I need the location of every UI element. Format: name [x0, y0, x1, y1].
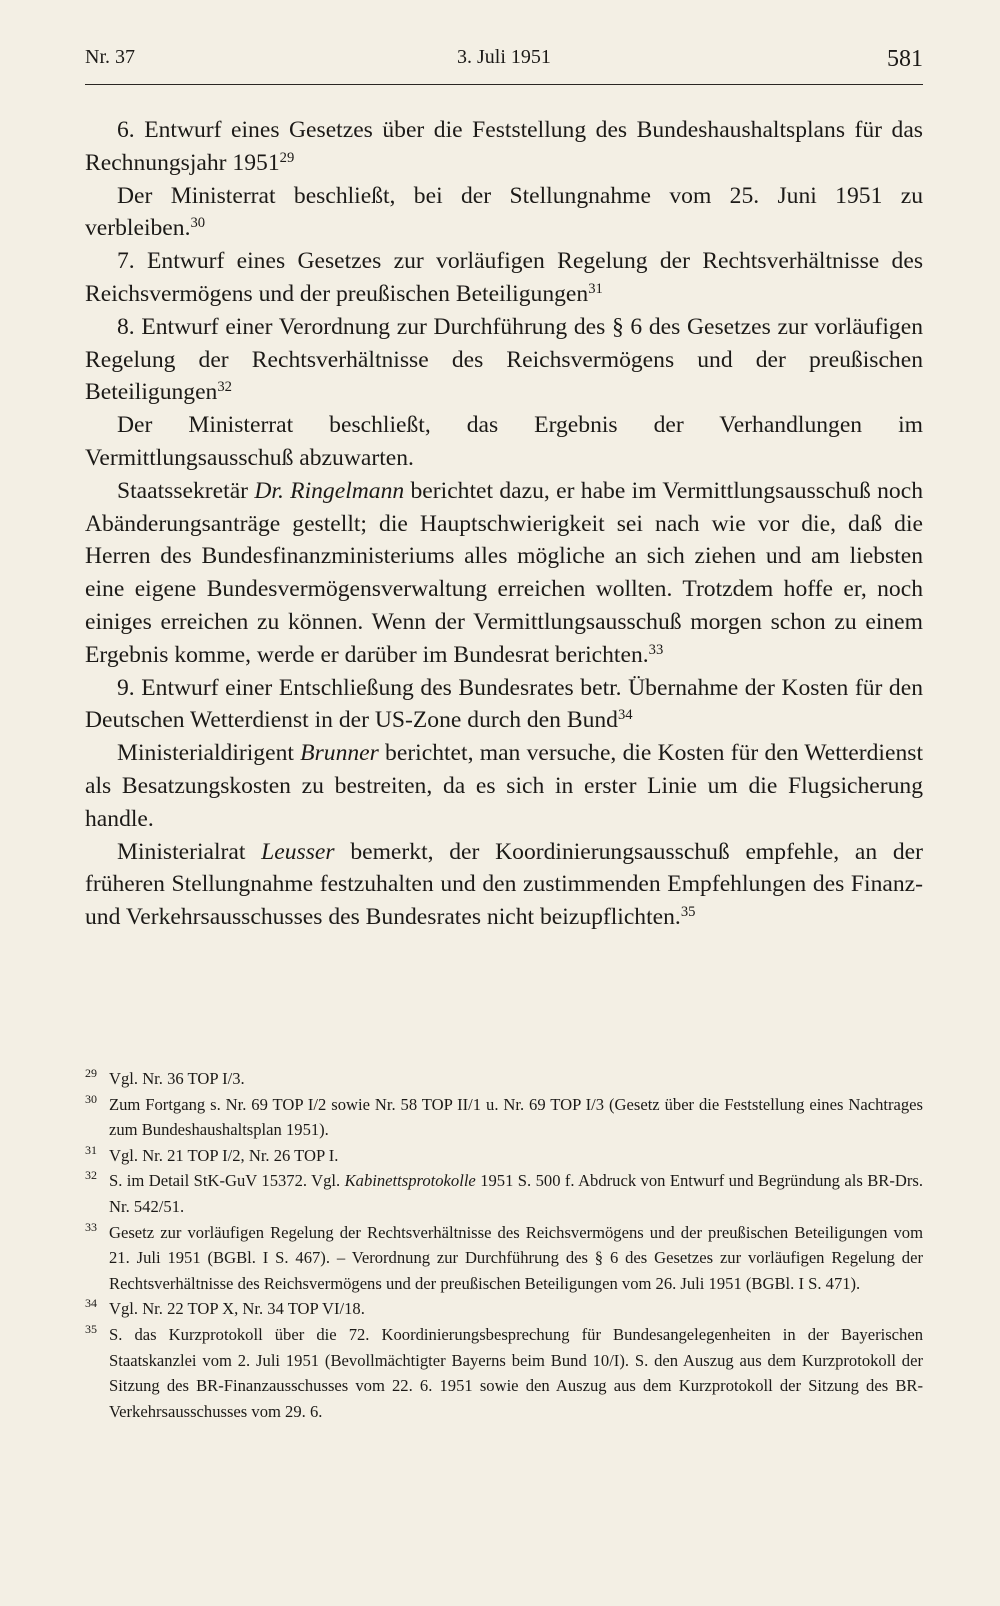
agenda-item-9: 9. Entwurf einer Entschließung des Bundesrates betr. Übernahme der Kosten für den Deutschen Wetterdienst in der US-Zone durch den Bund$^{34}$ — [85, 674, 923, 734]
footnote — [85, 1322, 923, 1424]
footnote-text: Gesetz zur vorläufigen Regelung der Rechtsverhältnisse des Reichsvermögens und der preußischen Beteiligungen vom 21. Juli 1951 (BGBl. I S. 467). – Verordnung zur Durchführung des § 6 des Gesetzes zur vorläufigen Regelung der Rechtsverhältnisse des Reichsvermögens und der preußischen Beteiligungen vom 26. Juli 1951 (BGBl. I S. 471). — [109, 1222, 923, 1293]
document-number: Nr. 37 — [85, 46, 135, 68]
footnote-ref[interactable]: 29 — [279, 149, 295, 166]
footnote-number: 35 — [85, 1321, 97, 1336]
footnote-ref[interactable]: 31 — [588, 280, 603, 297]
footnote-ref[interactable]: 33 — [648, 641, 664, 658]
footnote-number: 29 — [85, 1066, 97, 1080]
footnote-text: Vgl. Nr. 36 TOP I/3. — [109, 1069, 245, 1088]
footnote — [85, 1296, 923, 1322]
footnote-text: S. das Kurzprotokoll über die 72. Koordinierungsbesprechung für Bundesangelegenheiten in der Bayerischen Staatskanzlei vom 2. Juli 1951 (Bevollmächtigter Bayerns beim Bund 10/I). S. den Auszug aus dem Kurzprotokoll der Sitzung des BR-Finanzausschusses vom 22. 6. 1951 sowie den Auszug aus dem Kurzprotokoll der Sitzung des BR-Verkehrsausschusses vom 29. 6. — [109, 1324, 923, 1421]
footnote — [85, 1220, 923, 1297]
document-date: 3. Juli 1951 — [457, 46, 551, 68]
footnote-text: Zum Fortgang s. Nr. 69 TOP I/2 sowie Nr. 58 TOP II/1 u. Nr. 69 TOP I/3 (Gesetz über die Feststellung eines Nachtrages zum Bundeshaushaltsplan 1951). — [109, 1094, 923, 1140]
footnote — [85, 1143, 923, 1169]
footnote-ref[interactable]: 32 — [217, 379, 232, 396]
footnote-ref[interactable]: 30 — [190, 215, 206, 232]
page-number: 581 — [887, 46, 923, 72]
running-head — [85, 46, 923, 85]
decision-paragraph: Der Ministerrat beschließt, bei der Stellungnahme vom 25. Juni 1951 zu verbleiben.$^{30}$ — [85, 182, 923, 242]
speaker-name: Brunner — [300, 740, 379, 767]
speaker-name: Leusser — [261, 838, 335, 865]
footnotes — [85, 1066, 923, 1424]
footnote-text: Vgl. Nr. 22 TOP X, Nr. 34 TOP VI/18. — [109, 1299, 365, 1319]
footnote-number: 32 — [85, 1168, 97, 1183]
decision-paragraph: Der Ministerrat beschließt, das Ergebnis der Verhandlungen im Vermittlungsausschuß abzuwarten. — [85, 412, 923, 471]
footnote-text: Vgl. Nr. 21 TOP I/2, Nr. 26 TOP I. — [109, 1145, 339, 1165]
footnote — [85, 1092, 923, 1143]
footnote-ref[interactable]: 35 — [680, 904, 696, 921]
footnote-number: 33 — [85, 1219, 97, 1234]
report-paragraph: Staatssekretär Dr. Ringelmann berichtet dazu, er habe im Vermittlungsausschuß noch Abänderungsanträge gestellt; die Hauptschwierigkeit sei nach wie vor die, daß die Herren des Bundesfinanzministeriums alles mögliche an sich ziehen und am liebsten eine eigene Bundesvermögensverwaltung erreichen wollten. Trotzdem hoffe er, noch einiges erreichen zu können. Wenn der Vermittlungsausschuß morgen schon zu einem Ergebnis komme, werde er darüber im Bundesrat berichten.$^{33}$ — [85, 477, 923, 668]
cited-title: Kabinettsprotokolle — [344, 1171, 476, 1191]
agenda-item-6: 6. Entwurf eines Gesetzes über die Feststellung des Bundeshaushaltsplans für das Rechnungsjahr 1951$^{29}$ — [85, 117, 923, 176]
body-text — [85, 114, 923, 934]
report-paragraph: Ministerialrat Leusser bemerkt, der Koordinierungsausschuß empfehle, an der früheren Stellungnahme festzuhalten und den zustimmenden Empfehlungen des Finanz- und Verkehrsausschusses des Bundesrates nicht beizupflichten.$^{35}$ — [85, 838, 923, 931]
footnote-number: 34 — [85, 1296, 97, 1311]
agenda-item-8: 8. Entwurf einer Verordnung zur Durchführung des § 6 des Gesetzes zur vorläufigen Regelung der Rechtsverhältnisse des Reichsvermögens und der preußischen Beteiligungen$^{32}$ — [85, 313, 923, 406]
footnote-text: S. im Detail StK-GuV 15372. Vgl. Kabinettsprotokolle 1951 S. 500 f. Abdruck von Entwurf und Begründung als BR-Drs. Nr. 542/51. — [109, 1171, 924, 1216]
footnote-number: 30 — [85, 1091, 97, 1106]
footnote-ref[interactable]: 34 — [617, 707, 633, 724]
footnote — [85, 1168, 923, 1219]
speaker-name: Dr. Ringelmann — [254, 477, 405, 504]
footnote — [85, 1066, 923, 1092]
agenda-item-7: 7. Entwurf eines Gesetzes zur vorläufigen Regelung der Rechtsverhältnisse des Reichsvermögens und der preußischen Beteiligungen$^{31}$ — [85, 248, 923, 307]
report-paragraph: Ministerialdirigent Brunner berichtet, man versuche, die Kosten für den Wetterdienst als Besatzungskosten zu bestreiten, da es sich in erster Linie um die Flugsicherung handle. — [85, 740, 923, 832]
footnote-number: 31 — [85, 1142, 97, 1157]
